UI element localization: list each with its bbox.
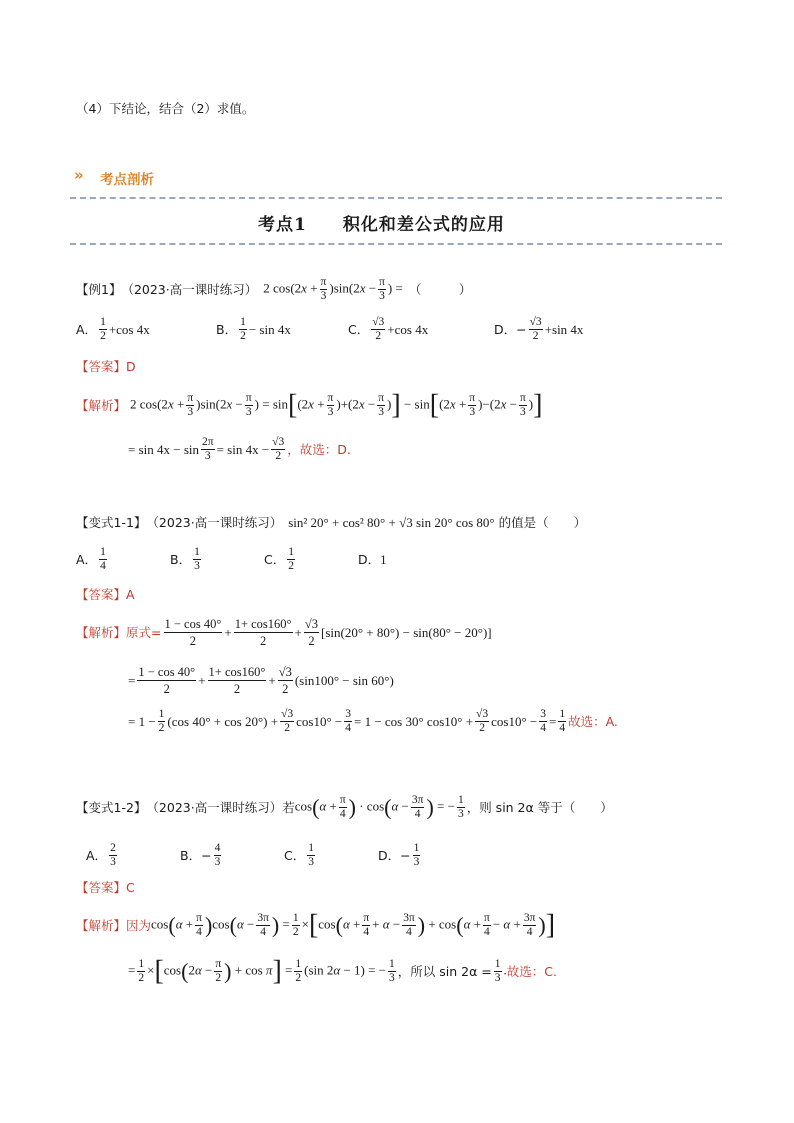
section-title: 考点1 积化和差公式的应用 (258, 215, 505, 235)
v12-option-c[interactable]: C． $\frac{1}{3}$ (284, 842, 314, 868)
v11-analysis-line1: 【解析】 原式= $\frac{1 - \cos 40^\circ}{2}$ + $\frac{1+ \cos 160^\circ}{2}$ + $\frac{√3}{2}$ [sin(20° + 80°) − sin(80° − 20°)] (76, 617, 492, 648)
ex1-option-a[interactable]: A． $\frac{1}{2}$ +cos 4x (76, 316, 150, 342)
ex1-options (76, 316, 583, 343)
ex1-analysis-line2: = sin 4x − sin $\frac{2\pi}{3}$ = sin 4x − $\frac{√3}{2}$ ，故选：D. (128, 436, 351, 462)
v12-option-a[interactable]: A． $\frac{2}{3}$ (86, 842, 116, 868)
ex1-option-b[interactable]: B． $\frac{1}{2}$ − sin 4x (216, 316, 291, 342)
v11-analysis-line3: = 1 − $\frac{1}{2}$ (cos 40° + cos 20°) + $\frac{√3}{2}$ cos10° − $\frac{3}{4}$ = 1 − cos 30° cos10° + $\frac{√3}{2}$ cos10° − $\frac{3}{4}$ = $\frac{1}{4}$ 故选：A. (128, 708, 618, 734)
intro-step4: （4）下结论，结合（2）求值。 (76, 101, 255, 116)
v12-source: （2023·高一课时练习） (146, 799, 283, 815)
ex1-option-d[interactable]: D．− $\frac{√3}{2}$ +sin 4x (494, 316, 584, 342)
chevron-icon: » (74, 166, 84, 184)
ex1-option-c[interactable]: C． $\frac{√3}{2}$ +cos 4x (348, 316, 429, 342)
v12-option-b[interactable]: B．− $\frac{4}{3}$ (180, 842, 221, 868)
v12-answer: 【答案】C (76, 880, 135, 895)
ex1-source: （2023·高一课时练习） (121, 281, 258, 297)
v11-analysis-line2: = $\frac{1 - \cos 40^\circ}{2}$ + $\frac{1+ \cos 160^\circ}{2}$ + $\frac{√3}{2}$ (sin100° − sin 60°) (128, 665, 394, 696)
v12-question: 【变式1-2】 （2023·高一课时练习） 若 cos(α + $\frac{\pi}{4}$ ) · cos(α − $\frac{3\pi}{4}$ ) = − $\frac{1}{3}$ ，则 sin 2α 等于（ ） (76, 794, 613, 820)
v11-expr: sin² 20° + cos² 80° + √3 sin 20° cos 80° (288, 515, 495, 530)
v11-option-b[interactable]: B． $\frac{1}{3}$ (170, 546, 200, 572)
divider-bottom (70, 243, 722, 245)
section-label: 考点剖析 (100, 172, 154, 188)
v12-analysis-line2: = $\frac{1}{2}$ ×[cos(2α − $\frac{\pi}{2}$ ) + cos π] = $\frac{1}{2}$ (sin 2α − 1) = − $\frac{1}{3}$ ，所以 sin 2α = $\frac{1}{3}$ . 故选：C. (128, 955, 557, 987)
v12-options (86, 842, 422, 869)
v12-tag: 【变式1-2】 (76, 799, 147, 815)
v12-analysis-line1: 【解析】 因为 cos(α + $\frac{\pi}{4}$ )cos(α − $\frac{3\pi}{4}$ ) = $\frac{1}{2}$ ×[cos(α + $\frac{\pi}{4}$ + α − $\frac{3\pi}{4}$ ) + cos(α + $\frac{\pi}{4}$ − α + $\frac{3\pi}{4}$ )] (76, 909, 556, 941)
v11-source: （2023·高一课时练习） (146, 515, 283, 530)
ex1-answer: 【答案】D (76, 359, 136, 374)
divider-top (70, 197, 722, 199)
v11-answer: 【答案】A (76, 587, 135, 602)
v11-option-d[interactable]: D． 1 (358, 551, 387, 567)
v11-option-a[interactable]: A． $\frac{1}{4}$ (76, 546, 106, 572)
v11-question: 【变式1-1】 （2023·高一课时练习） sin² 20° + cos² 80° + √3 sin 20° cos 80° 的值是（ ） (76, 515, 587, 530)
v11-tag: 【变式1-1】 (76, 515, 147, 530)
ex1-question: 【例1】 （2023·高一课时练习） 2 cos(2x + $\frac{\pi}{3}$ )sin(2x − $\frac{\pi}{3}$ ) = （ ） (76, 276, 472, 302)
ex1-tag: 【例1】 (76, 281, 122, 297)
v12-option-d[interactable]: D．− $\frac{1}{3}$ (378, 842, 420, 868)
v11-options (76, 546, 387, 573)
v11-option-c[interactable]: C． $\frac{1}{2}$ (264, 546, 294, 572)
ex1-analysis-line1: 【解析】 2 cos(2x + $\frac{\pi}{3}$ )sin(2x − $\frac{\pi}{3}$ ) = sin[(2x + $\frac{\pi}{3}$ )+(2x − $\frac{\pi}{3}$ )] − sin[(2x + $\frac{\pi}{3}$ )−(2x − $\frac{\pi}{3}$ )] (76, 389, 543, 421)
